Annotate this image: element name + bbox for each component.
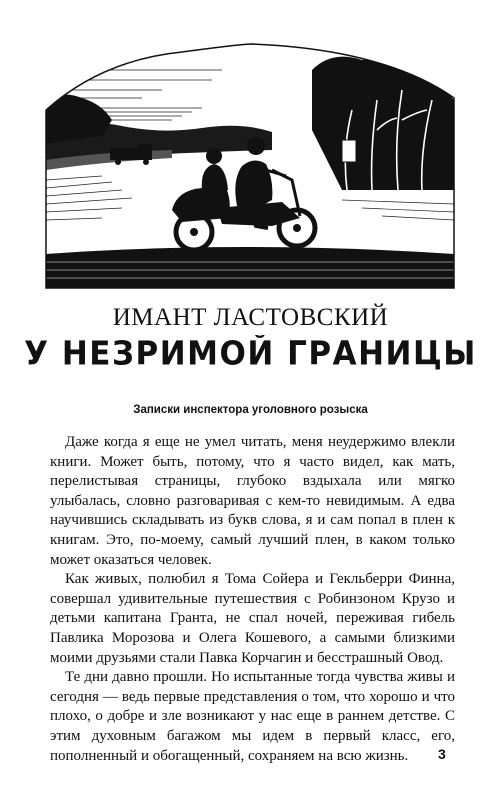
paragraph: Как живых, полюбил я Тома Сойера и Гекльберри Финна, совершал удивительные путешествия с Робинзоном Крузо и детьми капитана Гранта, не спал ночей, переживая гибель Павлика Морозова и Олега Кошевого, а самыми близкими моими друзьями стали Павка Корчагин и бесстрашный Овод. (50, 571, 455, 666)
story-title: У НЕЗРИМОЙ ГРАНИЦЫ (24, 335, 477, 373)
body-text (50, 433, 455, 766)
story-subtitle: Записки инспектора уголовного розыска (133, 404, 368, 416)
paragraph: Даже когда я еще не умел читать, меня неудержимо влекли книги. Может быть, потому, что я часто видел, как мать, перелистывая страницы, глубоко вздыхала или мягко улыбалась, словно разговаривая с кем-то невидимым. А едва научившись складывать из букв слова, я и сам попал в плен к книгам. Это, по-моему, самый лучший плен, в каком только может оказаться человек. (50, 434, 455, 568)
author-name: ИМАНТ ЛАСТОВСКИЙ (112, 304, 389, 331)
motorcycle-illustration (42, 40, 458, 292)
paragraph: Те дни давно прошли. Но испытанные тогда чувства живы и сегодня — ведь первые представления о том, что хорошо и что плохо, о добре и зле возникают у нас еще в раннем детстве. С этим духовным багажом мы идем в первый класс, его, пополненный и обогащенный, сохраняем на всю жизнь. (50, 669, 455, 764)
page-number: 3 (438, 746, 446, 762)
